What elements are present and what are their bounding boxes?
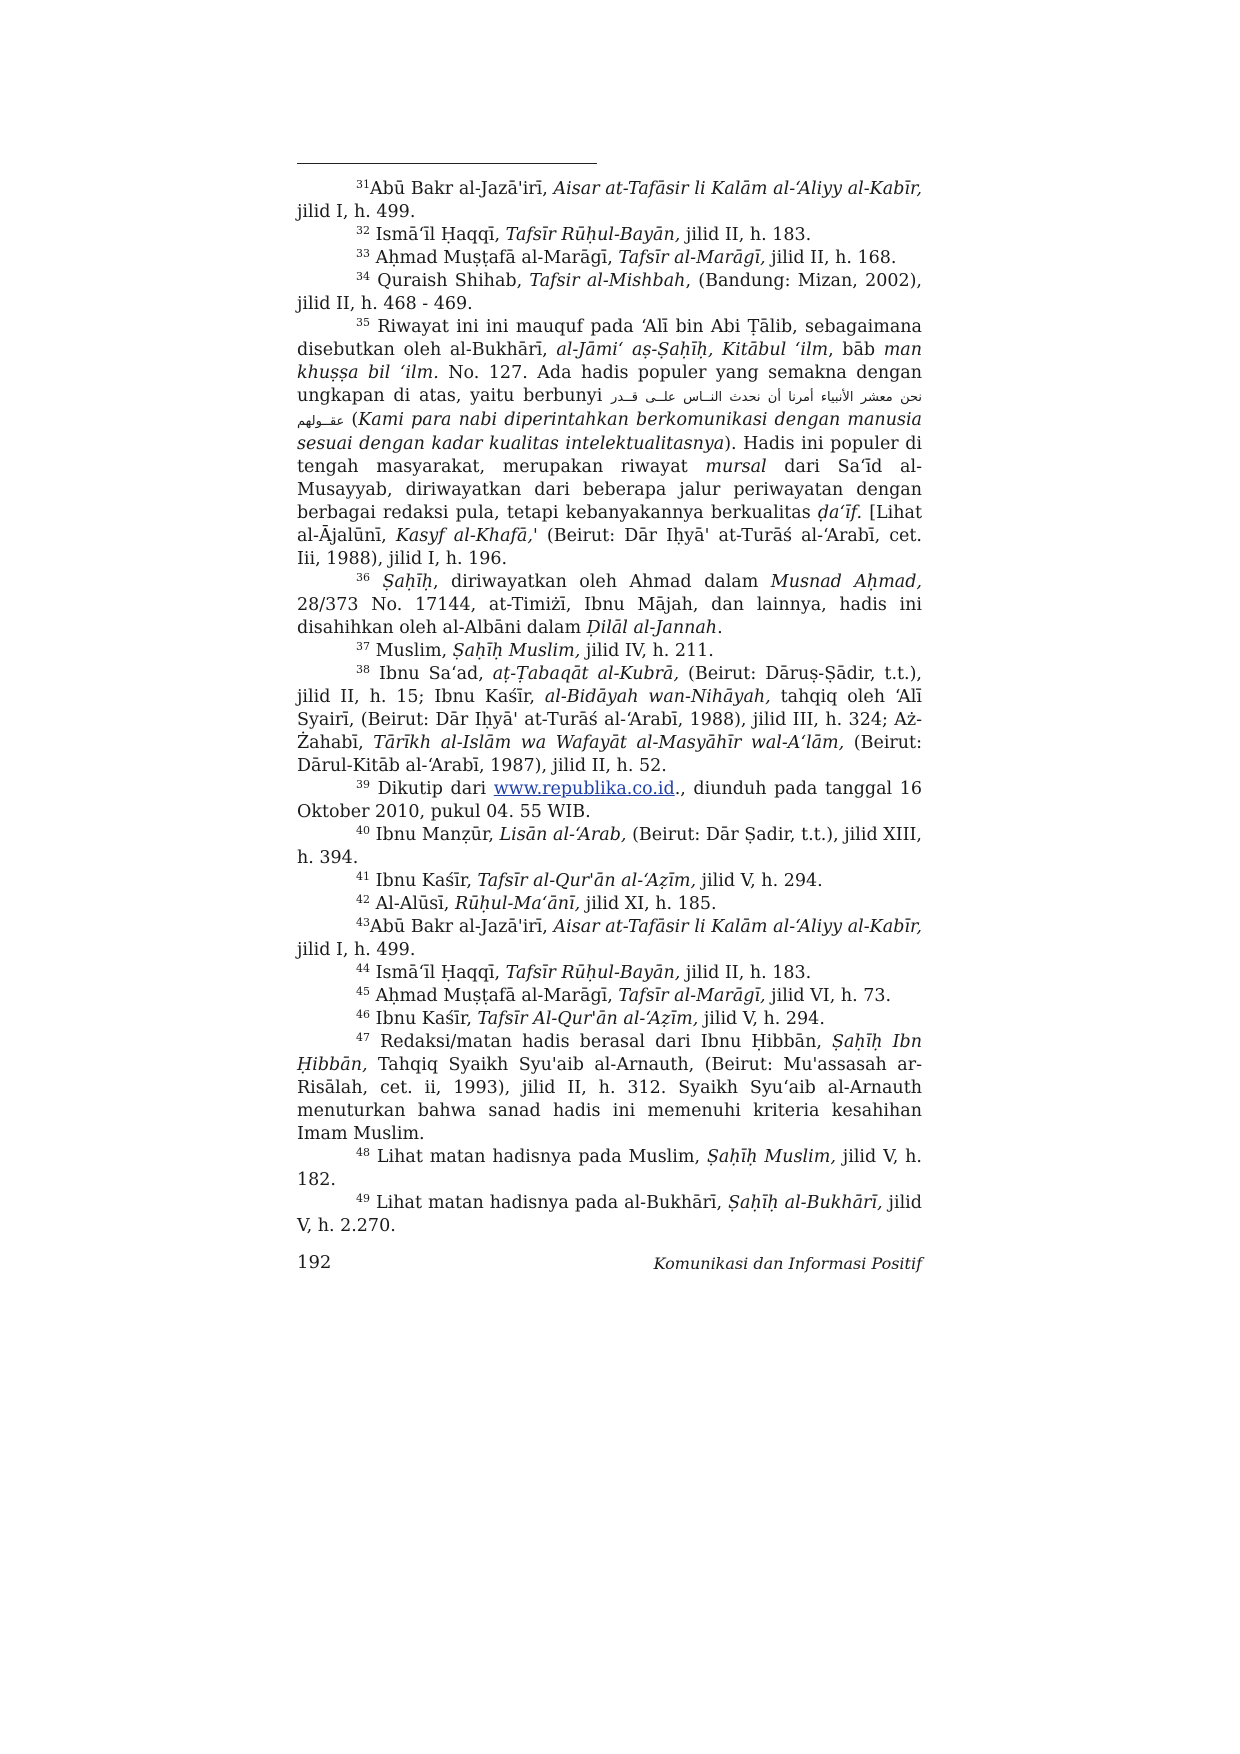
footnote-number: 39 xyxy=(356,778,370,791)
footnote-number: 37 xyxy=(356,640,370,653)
footnote-46: $^{46}$ Ibnu Kaśīr, Tafsīr Al-Qur'ān al-‘Aẓīm, jilid V, h. 294. xyxy=(356,1008,825,1029)
footnote-43: $^{43}$Abū Bakr al-Jazā'irī, Aisar at-Tafāsir li Kalām al-‘Aliyy al-Kabīr, jilid I, h. 499. xyxy=(297,916,922,960)
footnote-number: 43 xyxy=(356,916,370,929)
footnote-number: 44 xyxy=(356,962,370,975)
footnote-number: 42 xyxy=(356,893,370,906)
footnote-36: $^{36}$ Ṣaḥīḥ, diriwayatkan oleh Ahmad dalam Musnad Aḥmad, 28/373 No. 17144, at-Timiżī, Ibnu Mājah, dan lainnya, hadis ini disahihkan oleh al-Albāni dalam Ḍilāl al-Jannah. xyxy=(297,571,922,638)
footnote-40: $^{40}$ Ibnu Manẓūr, Lisān al-‘Arab, (Beirut: Dār Ṣadir, t.t.), jilid XIII, h. 394. xyxy=(297,824,922,868)
page-number: 192 xyxy=(297,1252,332,1273)
footnote-39: $^{39}$ Dikutip dari www.republika.co.id., diunduh pada tanggal 16 Oktober 2010, pukul 04. 55 WIB. xyxy=(297,778,922,822)
footnote-separator-rule xyxy=(297,163,597,164)
footnote-number: 38 xyxy=(356,663,370,676)
footnote-number: 47 xyxy=(356,1031,370,1044)
footnote-number: 48 xyxy=(356,1146,370,1159)
footnote-number: 40 xyxy=(356,824,370,837)
arabic-hadith-text: نحن معشر الأنبياء أمرنا أن نحدث النــاس علــى قــدر عقــولهم xyxy=(297,390,922,429)
footnote-33: $^{33}$ Aḥmad Muṣṭafā al-Marāgī, Tafsīr al-Marāgī, jilid II, h. 168. xyxy=(356,247,897,268)
footnote-49: $^{49}$ Lihat matan hadisnya pada al-Bukhārī, Ṣaḥīḥ al-Bukhārī, jilid V, h. 2.270. xyxy=(297,1192,922,1236)
footnote-31: $^{31}$Abū Bakr al-Jazā'irī, Aisar at-Tafāsir li Kalām al-‘Aliyy al-Kabīr, jilid I, h. 499. xyxy=(297,178,922,222)
footnote-41: $^{41}$ Ibnu Kaśīr, Tafsīr al-Qur'ān al-‘Aẓīm, jilid V, h. 294. xyxy=(356,870,823,891)
running-head: Komunikasi dan Informasi Positif xyxy=(653,1254,922,1273)
footnote-number: 33 xyxy=(356,247,370,260)
footnote-34: $^{34}$ Quraish Shihab, Tafsir al-Mishbah, (Bandung: Mizan, 2002), jilid II, h. 468 - 469. xyxy=(297,270,922,314)
footnote-37: $^{37}$ Muslim, Ṣaḥīḥ Muslim, jilid IV, h. 211. xyxy=(356,640,714,661)
footnote-45: $^{45}$ Aḥmad Muṣṭafā al-Marāgī, Tafsīr al-Marāgī, jilid VI, h. 73. xyxy=(356,985,892,1006)
footnote-42: $^{42}$ Al-Alūsī, Rūḥul-Ma‘ānī, jilid XI, h. 185. xyxy=(356,893,717,914)
footnotes-block xyxy=(297,178,922,1238)
footnote-number: 32 xyxy=(356,224,370,237)
footnote-number: 49 xyxy=(356,1192,370,1205)
page-footer xyxy=(297,1252,922,1282)
footnote-number: 41 xyxy=(356,870,370,883)
republika-link[interactable]: www.republika.co.id xyxy=(493,779,675,799)
footnote-number: 31 xyxy=(356,178,370,191)
footnote-number: 46 xyxy=(356,1008,370,1021)
footnote-44: $^{44}$ Ismā‘īl Ḥaqqī, Tafsīr Rūḥul-Bayān, jilid II, h. 183. xyxy=(356,962,812,983)
footnote-47: $^{47}$ Redaksi/matan hadis berasal dari Ibnu Ḥibbān, Ṣaḥīḥ Ibn Ḥibbān, Tahqiq Syaikh Syu'aib al-Arnauth, (Beirut: Mu'assasah ar-Risālah, cet. ii, 1993), jilid II, h. 312. Syaikh Syu‘aib al-Arnauth menuturkan bahwa sanad hadis ini memenuhi kriteria kesahihan Imam Muslim. xyxy=(297,1031,922,1144)
footnote-number: 34 xyxy=(356,270,370,283)
footnote-38: $^{38}$ Ibnu Sa‘ad, aṭ-Ṭabaqāt al-Kubrā, (Beirut: Dāruṣ-Ṣādir, t.t.), jilid II, h. 15; Ibnu Kaśīr, al-Bidāyah wan-Nihāyah, tahqiq oleh ‘Alī Syairī, (Beirut: Dār Iḥyā' at-Turāś al-‘Arabī, 1988), jilid III, h. 324; Aż-Żahabī, Tārīkh al-Islām wa Wafayāt al-Masyāhīr wal-A‘lām, (Beirut: Dārul-Kitāb al-‘Arabī, 1987), jilid II, h. 52. xyxy=(297,663,922,776)
footnote-35: $^{35}$ Riwayat ini ini mauquf pada ‘Alī bin Abi Ṭālib, sebagaimana disebutkan oleh al-Bukhārī, al-Jāmi‘ aṣ-Ṣaḥīḥ, Kitābul ‘ilm, bāb man khuṣṣa bil ‘ilm. No. 127. Ada hadis populer yang semakna dengan ungkapan di atas, yaitu berbunyi نحن معشر الأنبياء أمرنا أن نحدث النــاس علــى قــدر عقــولهم (Kami para nabi diperintahkan berkomunikasi dengan manusia sesuai dengan kadar kualitas intelektualitasnya). Hadis ini populer di tengah masyarakat, merupakan riwayat mursal dari Sa‘īd al-Musayyab, diriwayatkan dari beberapa jalur periwayatan dengan berbagai redaksi pula, tetapi kebanyakannya berkualitas ḍa‘īf. [Lihat al-Ājalūnī, Kasyf al-Khafā,' (Beirut: Dār Iḥyā' at-Turāś al-‘Arabī, cet. Iii, 1988), jilid I, h. 196. xyxy=(297,316,923,569)
footnote-number: 36 xyxy=(356,571,370,584)
footnote-32: $^{32}$ Ismā‘īl Ḥaqqī, Tafsīr Rūḥul-Bayān, jilid II, h. 183. xyxy=(356,224,812,245)
footnote-number: 45 xyxy=(356,985,370,998)
footnote-48: $^{48}$ Lihat matan hadisnya pada Muslim, Ṣaḥīḥ Muslim, jilid V, h. 182. xyxy=(297,1146,922,1190)
footnote-number: 35 xyxy=(356,316,370,329)
